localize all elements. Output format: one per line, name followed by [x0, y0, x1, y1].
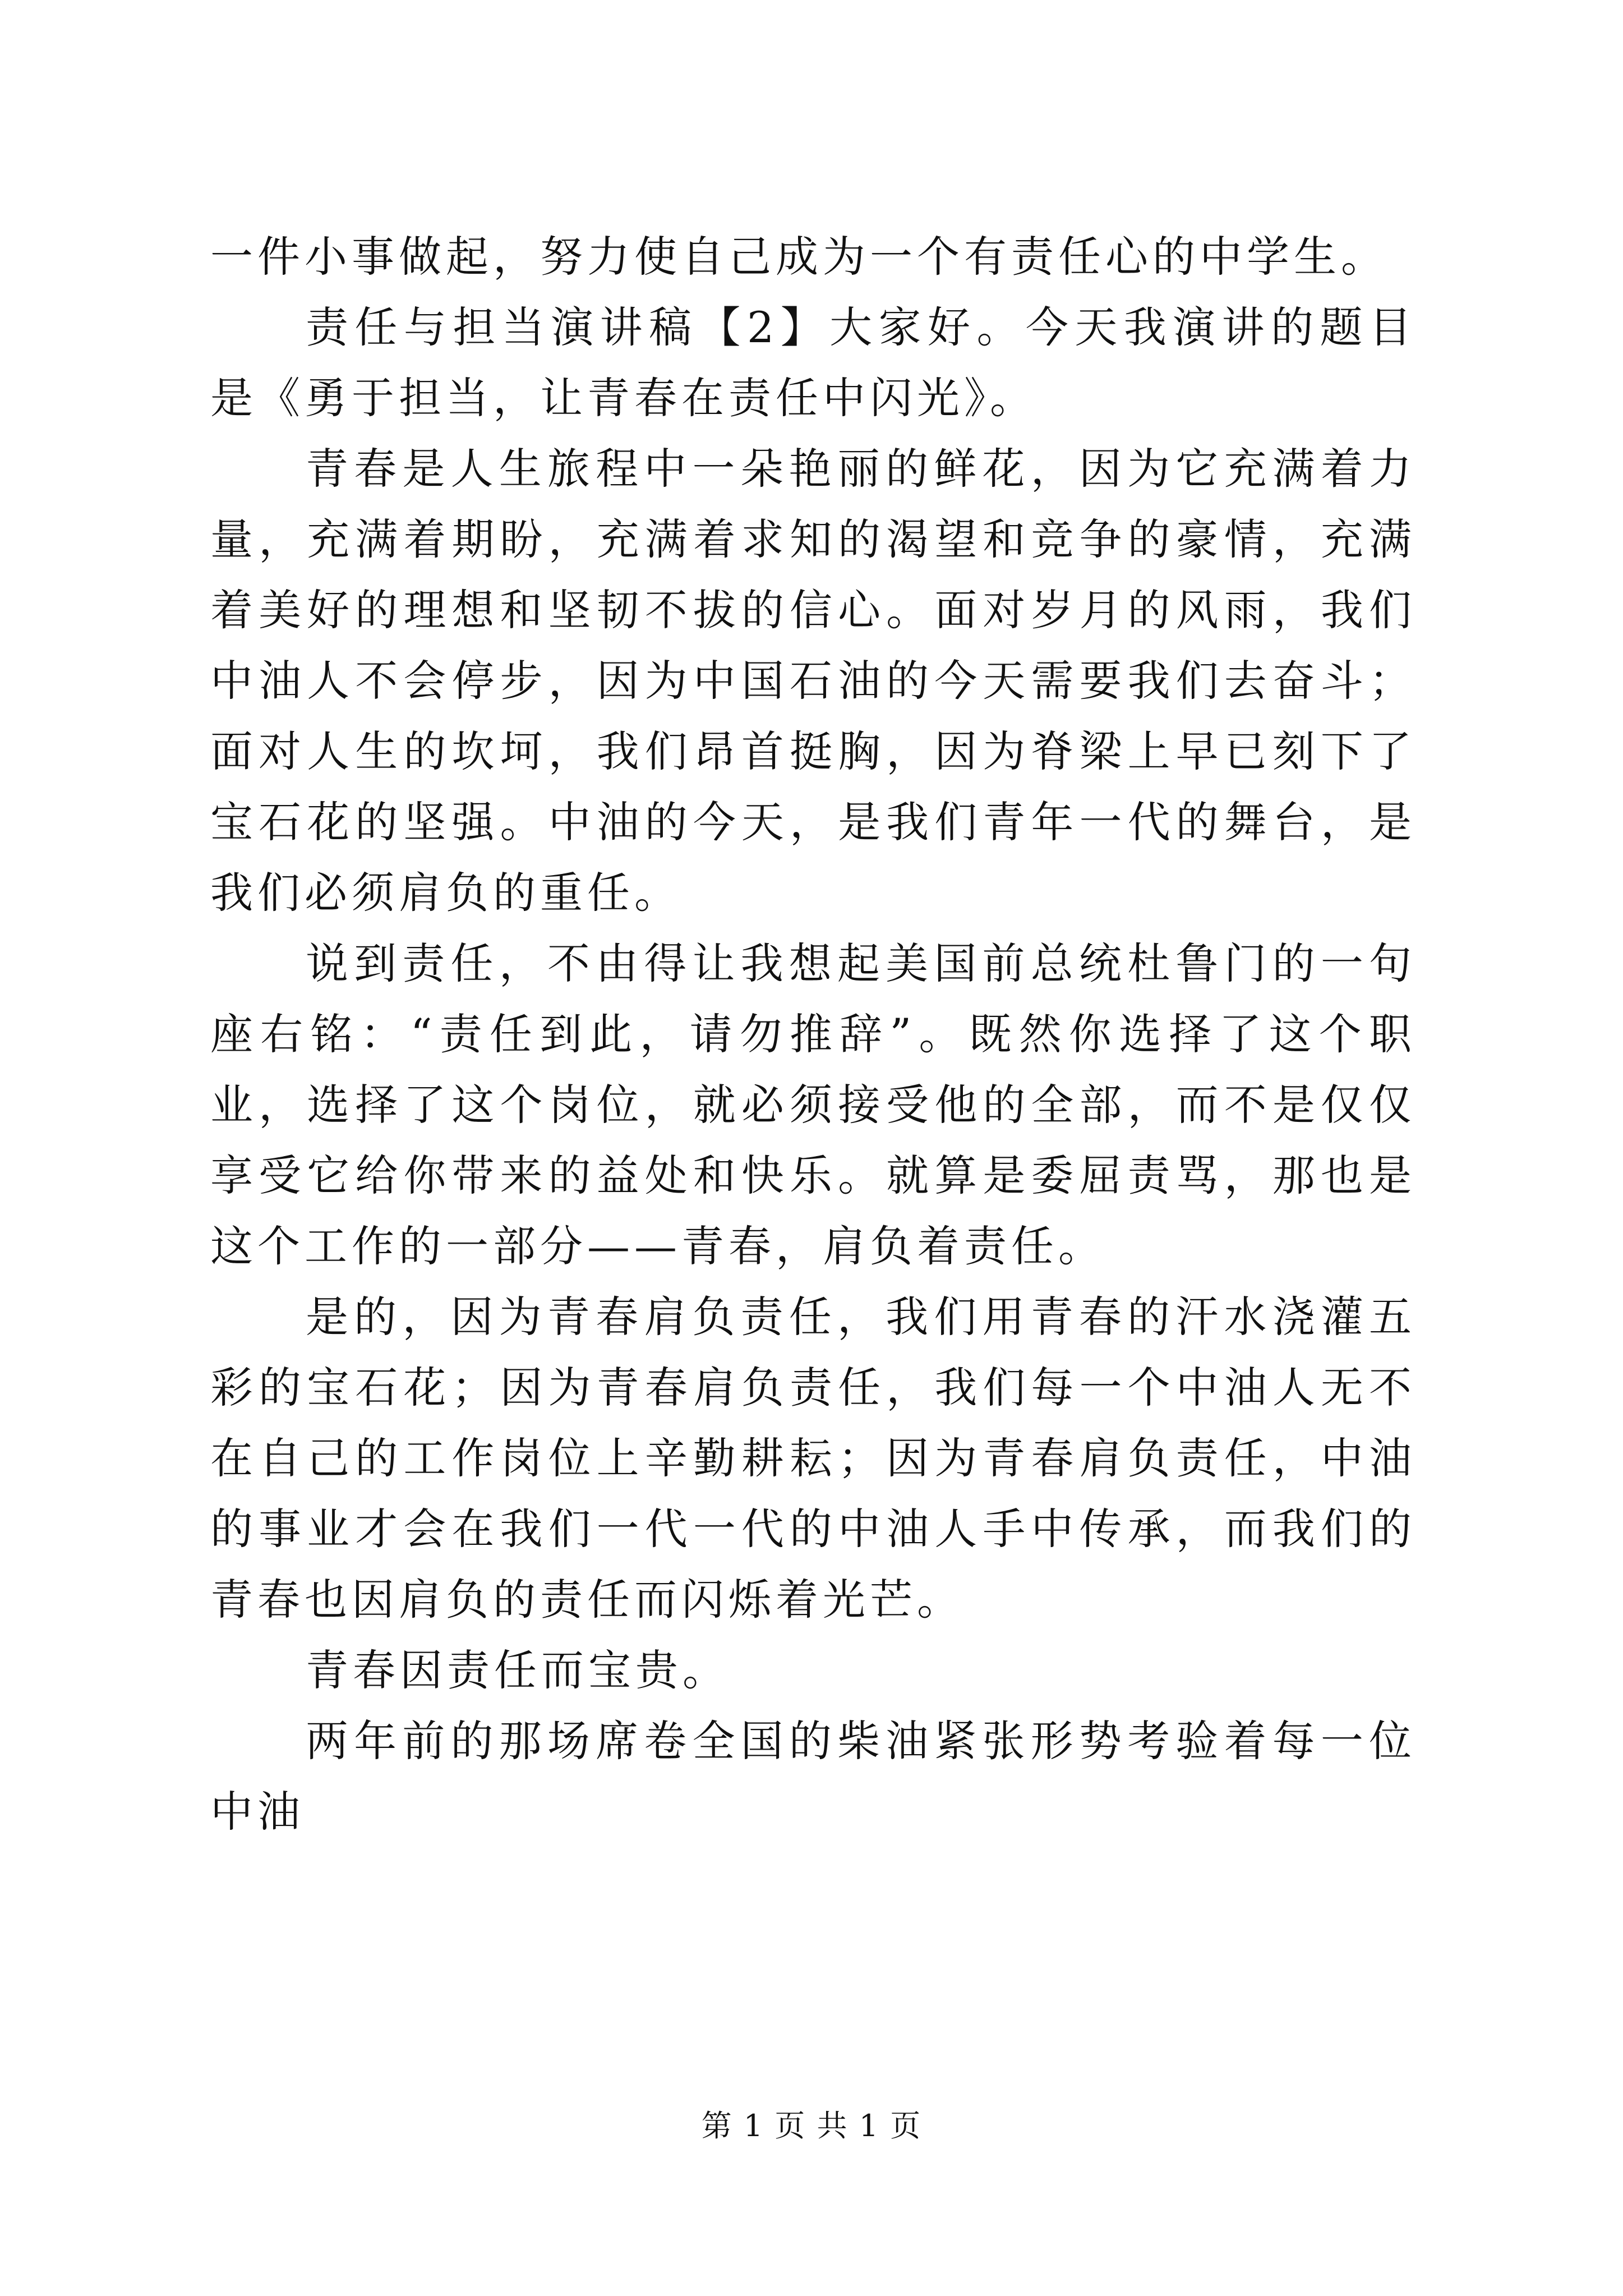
paragraph-4: 说到责任，不由得让我想起美国前总统杜鲁门的一句座右铭：“责任到此，请勿推辞”。既然你选择了这个职业，选择了这个岗位，就必须接受他的全部，而不是仅仅享受它给你带来的益处和快乐。就算是委屈责骂，那也是这个工作的一部分——青春，肩负着责任。 [210, 938, 1416, 1271]
paragraph-1: 一件小事做起，努力使自己成为一个有责任心的中学生。 [210, 232, 1388, 282]
paragraph-2: 责任与担当演讲稿【2】大家好。今天我演讲的题目是《勇于担当，让青春在责任中闪光》。 [210, 302, 1416, 423]
paragraph-6: 青春因责任而宝贵。 [306, 1645, 730, 1695]
page-footer [0, 2106, 1623, 2146]
paragraph-5: 是的，因为青春肩负责任，我们用青春的汗水浇灌五彩的宝石花；因为青春肩负责任，我们每一个中油人无不在自己的工作岗位上辛勤耕耘；因为青春肩负责任，中油的事业才会在我们一代一代的中油人手中传承，而我们的青春也因肩负的责任而闪烁着光芒。 [210, 1292, 1416, 1625]
document-body [210, 222, 1416, 1847]
paragraph-3: 青春是人生旅程中一朵艳丽的鲜花，因为它充满着力量，充满着期盼，充满着求知的渴望和竞争的豪情，充满着美好的理想和坚韧不拔的信心。面对岁月的风雨，我们中油人不会停步，因为中国石油的今天需要我们去奋斗；面对人生的坎坷，我们昂首挺胸，因为脊梁上早已刻下了宝石花的坚强。中油的今天，是我们青年一代的舞台，是我们必须肩负的重任。 [210, 444, 1416, 918]
page-number-label: 第 1 页 共 1 页 [701, 2108, 922, 2143]
paragraph-7: 两年前的那场席卷全国的柴油紧张形势考验着每一位中油 [210, 1716, 1416, 1837]
